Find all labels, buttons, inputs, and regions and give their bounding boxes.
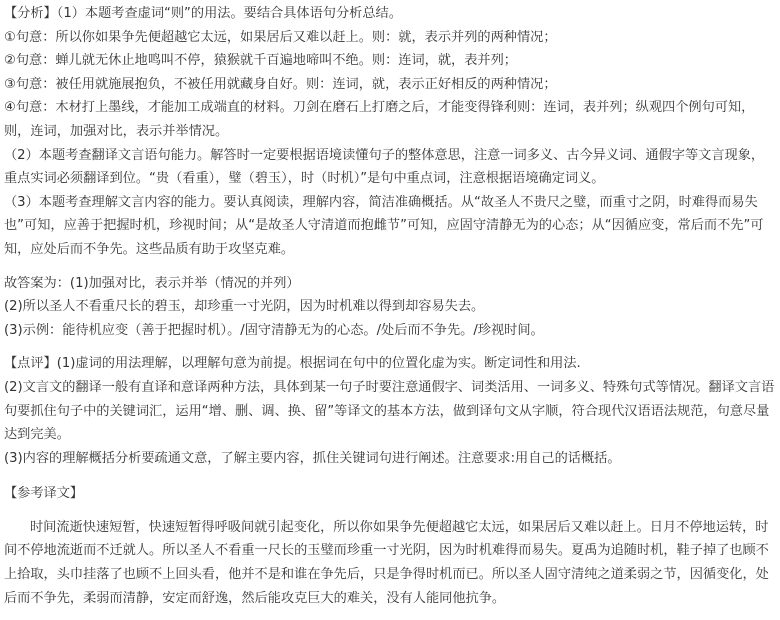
reference-translation-section [4, 482, 776, 610]
spacer [4, 262, 776, 272]
comment-line-1: 【点评】(1)虚词的用法理解，以理解句意为前提。根据词在句中的位置化虚为实。断定词性和用法. [4, 356, 581, 372]
analysis-heading: 【分析】（1）本题考查虚词“则”的用法。要结合具体语句分析总结。 [4, 6, 402, 21]
analysis-part-2: （2）本题考查翻译文言语句能力。解答时一定要根据语境读懂句子的整体意思，注意一词多义、古今异义词、通假字等文言现象，重点实词必须翻译到位。“贵（看重），璧（碧玉），时（时机）”是句中重点词，注意根据语境确定词义。 [4, 147, 765, 187]
comment-line-3: (3)内容的理解概括分析要疏通文意，了解主要内容，抓住关键词句进行阐述。注意要求:用自己的话概括。 [4, 450, 621, 466]
spacer [4, 342, 776, 352]
reference-heading: 【参考译文】 [4, 486, 84, 502]
analysis-sentence-3: ③句意：被任用就施展抱负，不被任用就藏身自好。则：连词，就，表示正好相反的两种情况； [4, 76, 557, 92]
analysis-sentence-4: ④句意：木材打上墨线，才能加工成端直的材料。刀剑在磨石上打磨之后，才能变得锋利则：连词，表并列；纵观四个例句可知，则，连词，加强对比，表示并举情况。 [4, 100, 755, 139]
analysis-sentence-2: ②句意：蝉儿就无休止地鸣叫不停，猿猴就千百遍地啼叫不绝。则：连词，就，表并列； [4, 53, 517, 69]
analysis-part-3: （3）本题考查理解文言内容的能力。要认真阅读，理解内容，简洁准确概括。从“故圣人不贵尺之璧，而重寸之阴，时难得而易失也”可知，应善于把握时机，珍视时间；从“是故圣人守清道而抱雌节”可知，应固守清静无为的心态；从“因循应变，常后而不先”可知，应处后而不争先。这些品质有助于攻坚克难。 [4, 194, 764, 257]
analysis-section [4, 2, 776, 262]
comment-line-2: (2)文言文的翻译一般有直译和意译两种方法，具体到某一句子时要注意通假字、词类活用、一词多义、特殊句式等情况。翻译文言语句要抓住句子中的关键词汇，运用“增、删、调、换、留”等译文的基本方法，做到译句文从字顺，符合现代汉语语法规范，句意尽量达到完美。 [4, 379, 775, 443]
answer-section [4, 272, 776, 343]
answer-line-1: 故答案为：(1)加强对比，表示并举（情况的并列） [4, 275, 300, 291]
spacer [4, 470, 776, 482]
reference-body: 时间流逝快速短暂，快速短暂得呼吸间就引起变化，所以你如果争先便超越它太远，如果居后又难以赶上。日月不停地运转，时间不停地流逝而不迁就人。所以圣人不看重一尺长的玉璧而珍重一寸光阴，因为时机难得而易失。夏禹为追随时机，鞋子掉了也顾不上拾取，头巾挂落了也顾不上回头看，他并不是和谁在争先后，只是争得时机而已。所以圣人固守清纯之道柔弱之节，因循变化，处后而不争先，柔弱而清静，安定而舒逸，然后能攻克巨大的难关，没有人能同他抗争。 [4, 519, 769, 606]
spacer [4, 506, 776, 516]
answer-line-2: (2)所以圣人不看重尺长的碧玉，却珍重一寸光阴，因为时机难以得到却容易失去。 [4, 299, 485, 315]
answer-line-3: (3)示例：能待机应变（善于把握时机）。/固守清静无为的心态。/处后而不争先。/珍视时间。 [4, 322, 544, 338]
analysis-sentence-1: ①句意：所以你如果争先便超越它太远，如果居后又难以赶上。则：就，表示并列的两种情况； [4, 29, 557, 45]
comment-section [4, 352, 776, 470]
